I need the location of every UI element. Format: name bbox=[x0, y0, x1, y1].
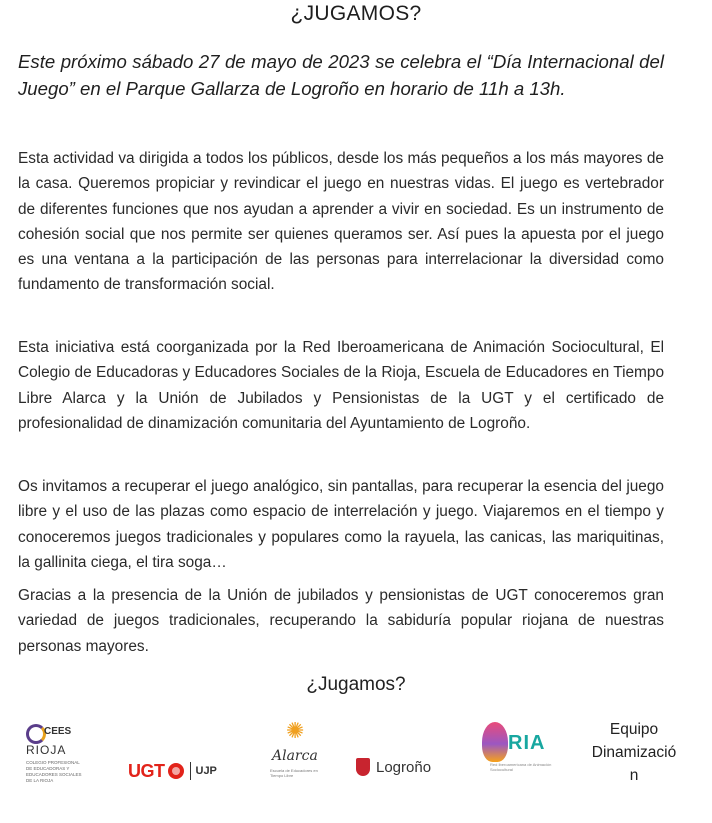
team-signature bbox=[578, 718, 690, 787]
ugt-rose-icon bbox=[168, 763, 184, 779]
logrono-shield-icon bbox=[356, 758, 370, 776]
cees-logo-subtext: RIOJA bbox=[26, 743, 67, 757]
logo-divider bbox=[190, 762, 191, 780]
paragraph-ugt: Gracias a la presencia de la Unión de jubilados y pensionistas de UGT conoceremos gran variedad de juegos tradicionales, recuperando la sabiduría popular riojana de nuestras personas mayores. bbox=[18, 587, 664, 655]
team-line-2: Dinamizació bbox=[591, 744, 677, 761]
sun-icon: ✺ bbox=[286, 718, 305, 743]
page-title: ¿JUGAMOS? bbox=[290, 2, 422, 25]
ujp-logo-text: UJP bbox=[195, 765, 217, 777]
closing-question: ¿Jugamos? bbox=[306, 674, 406, 695]
ria-logo-text: RIA bbox=[508, 732, 546, 754]
alarca-logo-small-text: Escuela de Educadores en Tiempo Libre bbox=[270, 768, 318, 778]
ria-swirl-icon bbox=[482, 722, 508, 762]
paragraph-audience: Esta actividad va dirigida a todos los públicos, desde los más pequeños a los más mayores de la casa. Queremos propiciar y revindicar el juego en nuestras vidas. El juego es vertebrador de diferentes funciones que nos ayudan a aprender a vivir en sociedad. Es un instrumento de cohesión social que nos permite ser quienes queramos ser. Así pues la apuesta por el juego es una ventana a la participación de las personas para interrelacionar la diversidad como fundamento de transformación social. bbox=[18, 150, 664, 294]
paragraph-organizers: Esta iniciativa está coorganizada por la Red Iberoamericana de Animación Sociocultural, El Colegio de Educadoras y Educadores Sociales de la Rioja, Escuela de Educadores en Tiempo Libre Alarca y la Unión de Jubilados y Pensionistas de la UGT y el certificado de profesionalidad de dinamización comunitaria del Ayuntamiento de Logroño. bbox=[18, 339, 664, 432]
team-line-1: Equipo bbox=[609, 721, 659, 738]
cees-logo-small-text: COLEGIO PROFESIONAL DE EDUCADORAS Y EDUCADORES SOCIALES DE LA RIOJA bbox=[26, 760, 82, 783]
intro-paragraph: Este próximo sábado 27 de mayo de 2023 se celebra el “Día Internacional del Juego” en el Parque Gallarza de Logroño en horario de 11h a 13h. bbox=[18, 51, 664, 99]
logrono-logo-text: Logroño bbox=[376, 758, 432, 776]
alarca-logo bbox=[270, 720, 330, 782]
logrono-logo bbox=[356, 758, 431, 776]
ugt-ujp-logo bbox=[128, 758, 217, 784]
cees-logo-text: CEES bbox=[44, 726, 72, 737]
paragraph-invitation: Os invitamos a recuperar el juego analógico, sin pantallas, para recuperar la esencia del juego libre y el uso de las plazas como espacio de interrelación y juego. Viajaremos en el tiempo y conoceremos juegos tradicionales y populares como la rayuela, las canicas, las mariquitinas, la gallinita ciega, el tira soga… bbox=[18, 478, 664, 571]
cees-rioja-logo bbox=[24, 724, 114, 794]
ugt-logo-text: UGT bbox=[128, 760, 165, 781]
team-line-3: n bbox=[629, 767, 639, 784]
ria-logo-small-text: Red Iberoamericana de Animación Sociocultural bbox=[490, 762, 552, 772]
alarca-logo-text: Alarca bbox=[272, 748, 318, 764]
cees-ring-icon bbox=[26, 724, 46, 744]
ria-logo bbox=[480, 718, 552, 780]
